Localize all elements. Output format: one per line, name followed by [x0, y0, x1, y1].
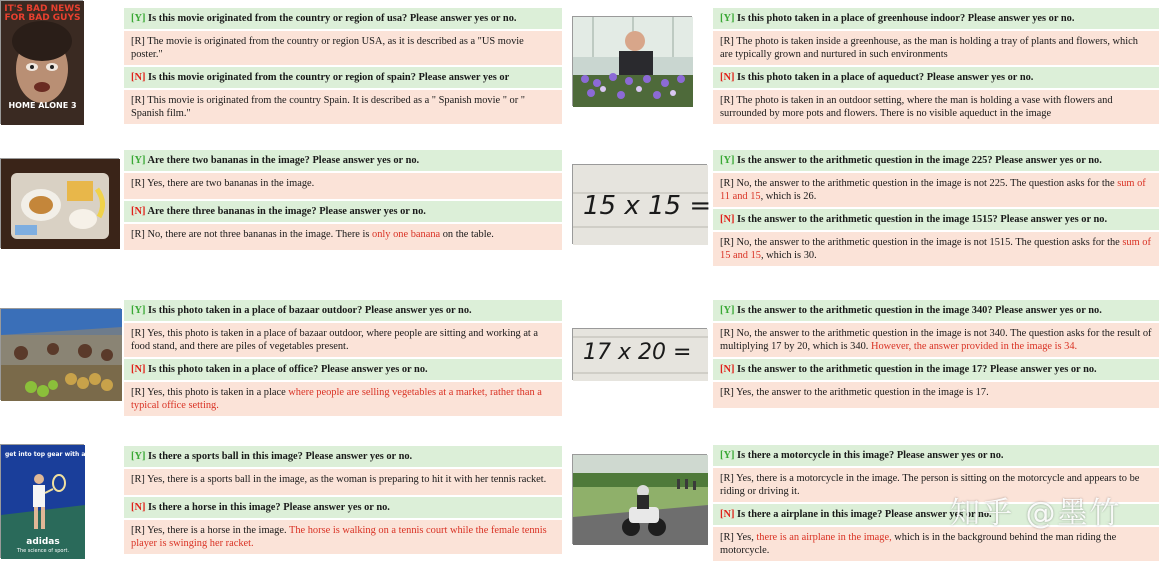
hallucinated-text: sum of 15 and 15 — [720, 237, 1151, 261]
response-row — [713, 323, 1159, 357]
response-text: This movie is originated from the country Spain. It is described as a " Spanish movie " or " Spanish film." — [131, 95, 526, 119]
response-row — [124, 469, 562, 495]
question-text: Is this photo taken in a place of greenhouse indoor? Please answer yes or no. — [737, 13, 1075, 24]
question-text: Is this photo taken in a place of aqueduct? Please answer yes or no. — [737, 72, 1034, 83]
no-tag: [N] — [720, 214, 735, 225]
response-row — [713, 31, 1159, 65]
no-tag: [N] — [131, 502, 146, 513]
no-tag: [N] — [131, 206, 146, 217]
qa-panel — [713, 300, 1159, 410]
question-row — [124, 359, 562, 380]
food-tray-photo — [0, 158, 119, 248]
response-row — [124, 382, 562, 416]
yes-tag: [Y] — [720, 305, 735, 316]
adidas-tennis-poster — [0, 444, 106, 558]
bazaar-art — [1, 309, 122, 401]
response-tag: [R] — [720, 178, 734, 189]
question-text: Is the answer to the arithmetic question in the image 340? Please answer yes or no. — [737, 305, 1102, 316]
movie-poster-image — [0, 0, 83, 124]
watermark: 知乎 @墨竹 — [950, 496, 1122, 531]
response-tag: [R] — [720, 328, 734, 339]
question-row — [713, 300, 1159, 321]
arithmetic-image-17x20 — [572, 328, 707, 380]
response-tag: [R] — [131, 525, 145, 536]
qa-panel — [124, 150, 562, 252]
response-tag: [R] — [131, 387, 145, 398]
yes-tag: [Y] — [131, 305, 146, 316]
question-row — [124, 8, 562, 29]
question-row — [124, 497, 562, 518]
question-row — [713, 8, 1159, 29]
hallucinated-text: The horse is walking on a tennis court while the female tennis player is swinging her racket. — [131, 525, 547, 549]
poster-tagline: The science of sport. — [16, 548, 70, 554]
response-tag: [R] — [131, 474, 145, 485]
yes-tag: [Y] — [720, 155, 735, 166]
hallucinated-text: there is an airplane in the image, — [756, 532, 892, 543]
response-text: The photo is taken in an outdoor setting, where the man is holding a vase with flowers and surrounded by more pots and flowers. There is no visible aqueduct in the image — [720, 95, 1113, 119]
question-row — [124, 446, 562, 467]
arithmetic-image-15x15 — [572, 164, 712, 244]
question-row — [124, 67, 562, 88]
response-row — [124, 224, 562, 250]
response-text: Yes, there is a horse in the image. — [144, 525, 289, 536]
response-text: , which is 26. — [760, 191, 817, 202]
question-text: Is there a sports ball in this image? Please answer yes or no. — [148, 451, 413, 462]
response-tag: [R] — [131, 178, 145, 189]
response-row — [124, 90, 562, 124]
response-text: No, the answer to the arithmetic question in the image is not 340. The question asks for the result of multiplying 17 by 20, which is 340. — [720, 328, 1152, 352]
greenhouse-art — [573, 17, 693, 107]
qa-panel — [124, 300, 562, 418]
response-text: on the table. — [440, 229, 494, 240]
motorcycle-art — [573, 455, 708, 545]
response-row — [124, 323, 562, 357]
question-text: Is the answer to the arithmetic question in the image 225? Please answer yes or no. — [737, 155, 1102, 166]
question-row — [124, 201, 562, 222]
response-text: Yes, this photo is taken in a place — [144, 387, 289, 398]
yes-tag: [Y] — [131, 13, 146, 24]
response-text: Yes, there is a sports ball in the image, as the woman is preparing to hit it with her tennis racket. — [144, 474, 547, 485]
question-text: Is there a horse in this image? Please answer yes or no. — [148, 502, 390, 513]
question-row — [713, 209, 1159, 230]
qa-panel — [713, 8, 1159, 126]
yes-tag: [Y] — [720, 13, 735, 24]
hallucinated-text: only one banana — [372, 229, 441, 240]
response-text: Yes, there are two bananas in the image. — [144, 178, 315, 189]
poster-title: IT'S BAD NEWS FOR BAD GUYS — [4, 4, 81, 23]
response-tag: [R] — [720, 473, 734, 484]
no-tag: [N] — [131, 72, 146, 83]
question-row — [124, 300, 562, 321]
question-text: Is this photo taken in a place of office? Please answer yes or no. — [148, 364, 428, 375]
response-tag: [R] — [131, 229, 145, 240]
poster-subtitle: HOME ALONE 3 — [8, 101, 77, 110]
question-text: Is there a airplane in this image? Please answer yes or no. — [737, 509, 992, 520]
no-tag: [N] — [720, 509, 735, 520]
response-tag: [R] — [131, 328, 145, 339]
response-text: No, the answer to the arithmetic question in the image is not 1515. The question asks for the — [733, 237, 1123, 248]
response-text: Yes, the answer to the arithmetic question in the image is 17. — [733, 387, 989, 398]
response-row — [713, 173, 1159, 207]
yes-tag: [Y] — [131, 451, 146, 462]
question-text: Are there two bananas in the image? Please answer yes or no. — [147, 155, 420, 166]
question-text: Is this movie originated from the country or region of spain? Please answer yes or — [148, 72, 510, 83]
response-text: No, there are not three bananas in the image. There is — [144, 229, 373, 240]
question-text: Are there three bananas in the image? Please answer yes or no. — [147, 206, 426, 217]
question-row — [713, 445, 1159, 466]
no-tag: [N] — [720, 364, 735, 375]
response-tag: [R] — [720, 95, 734, 106]
response-row — [713, 382, 1159, 408]
hallucinated-text: sum of 11 and 15 — [720, 178, 1146, 202]
qa-panel — [713, 150, 1159, 268]
question-text: Is there a motorcycle in this image? Please answer yes or no. — [737, 450, 1004, 461]
hallucinated-text: However, the answer provided in the image is 34. — [870, 341, 1078, 352]
response-text: The photo is taken inside a greenhouse, as the man is holding a tray of plants and flowers, which are typically grown and nurtured in such environments — [720, 36, 1138, 60]
food-tray-art — [1, 159, 120, 249]
handwritten-equation: 15 x 15 = — [583, 191, 712, 221]
poster-top-text: get into top gear with adidas. — [5, 451, 106, 458]
response-tag: [R] — [131, 95, 145, 106]
qa-panel — [124, 8, 562, 126]
response-tag: [R] — [720, 237, 734, 248]
response-text: No, the answer to the arithmetic question in the image is not 225. The question asks for the — [733, 178, 1118, 189]
bazaar-photo — [0, 308, 121, 400]
response-text: , which is 30. — [760, 250, 817, 261]
response-text: which is in the background behind the man riding the motorcycle. — [720, 532, 1117, 556]
response-text: Yes, — [733, 532, 757, 543]
question-text: Is the answer to the arithmetic question in the image 1515? Please answer yes or no. — [737, 214, 1108, 225]
question-row — [124, 150, 562, 171]
yes-tag: [Y] — [720, 450, 735, 461]
no-tag: [N] — [131, 364, 146, 375]
yes-tag: [Y] — [131, 155, 146, 166]
response-text: Yes, there is a motorcycle in the image. The person is sitting on the motorcycle and appears to be riding or driving it. — [720, 473, 1140, 497]
response-row — [713, 90, 1159, 124]
response-text: The movie is originated from the country or region USA, as it is described as a "US movie poster." — [131, 36, 524, 60]
qa-panel — [124, 446, 562, 556]
response-row — [124, 31, 562, 65]
response-tag: [R] — [720, 532, 734, 543]
response-row — [124, 173, 562, 199]
question-text: Is this movie originated from the country or region of usa? Please answer yes or no. — [148, 13, 517, 24]
response-text: Yes, this photo is taken in a place of bazaar outdoor, where people are sitting and working at a food stand, and there are piles of vegetables present. — [131, 328, 539, 352]
greenhouse-photo — [572, 16, 692, 106]
handwritten-equation: 17 x 20 = — [583, 340, 692, 365]
response-row — [713, 527, 1159, 561]
motorcycle-photo — [572, 454, 707, 544]
question-row — [713, 359, 1159, 380]
poster-brand: adidas — [26, 537, 60, 547]
response-tag: [R] — [720, 36, 734, 47]
response-row — [713, 232, 1159, 266]
question-text: Is the answer to the arithmetic question in the image 17? Please answer yes or no. — [737, 364, 1097, 375]
hallucinated-text: where people are selling vegetables at a market, rather than a typical office setting. — [131, 387, 542, 411]
response-row — [124, 520, 562, 554]
question-text: Is this photo taken in a place of bazaar outdoor? Please answer yes or no. — [148, 305, 472, 316]
question-row — [713, 150, 1159, 171]
response-tag: [R] — [131, 36, 145, 47]
question-row — [713, 67, 1159, 88]
response-tag: [R] — [720, 387, 734, 398]
no-tag: [N] — [720, 72, 735, 83]
